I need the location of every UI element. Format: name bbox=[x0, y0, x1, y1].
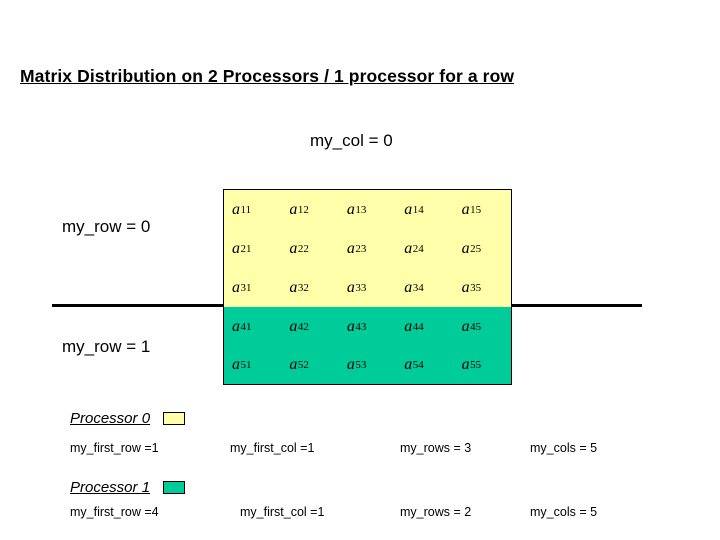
matrix-cell-base: a bbox=[404, 317, 413, 335]
matrix-cell-base: a bbox=[232, 356, 240, 373]
matrix-cell-subscript: 22 bbox=[297, 242, 309, 255]
row-label-processor0: my_row = 0 bbox=[62, 217, 151, 236]
legend-processor-1-label: Processor 1 bbox=[70, 479, 151, 497]
matrix-cell-subscript: 44 bbox=[412, 320, 424, 333]
matrix-cell-base: a bbox=[346, 356, 355, 373]
matrix-cell-base: a bbox=[232, 278, 240, 296]
matrix-cell-base: a bbox=[289, 239, 298, 257]
matrix-cell-base: a bbox=[289, 278, 298, 296]
legend-processor-1-swatch bbox=[163, 481, 185, 494]
legend-processor-0 bbox=[70, 410, 185, 428]
matrix-cell-subscript: 11 bbox=[240, 203, 252, 216]
matrix-cell-subscript: 12 bbox=[297, 203, 309, 216]
matrix-cell-subscript: 55 bbox=[470, 359, 482, 371]
matrix-cell-base: a bbox=[461, 200, 470, 218]
matrix-cell bbox=[454, 307, 511, 346]
matrix-cell-subscript: 14 bbox=[412, 203, 424, 216]
matrix-row bbox=[224, 190, 511, 229]
matrix-cell-base: a bbox=[346, 239, 355, 257]
matrix-cell-subscript: 21 bbox=[240, 242, 252, 255]
matrix-cell bbox=[224, 229, 281, 268]
matrix-cell bbox=[281, 190, 338, 229]
matrix-cell-base: a bbox=[289, 200, 298, 218]
matrix-cell bbox=[281, 229, 338, 268]
matrix-cell bbox=[339, 346, 396, 384]
processor-0-first-col: my_first_col =1 bbox=[230, 441, 315, 455]
matrix-cell-base: a bbox=[232, 239, 240, 257]
matrix-cell-base: a bbox=[346, 200, 355, 218]
matrix-cell-subscript: 34 bbox=[412, 281, 424, 294]
matrix-cell-subscript: 24 bbox=[412, 242, 424, 255]
processor-0-cols: my_cols = 5 bbox=[530, 441, 598, 455]
matrix-row bbox=[224, 307, 511, 346]
matrix-cell bbox=[281, 346, 338, 384]
matrix-grid bbox=[223, 189, 512, 385]
row-label-processor1: my_row = 1 bbox=[62, 337, 151, 356]
matrix-cell bbox=[224, 307, 281, 346]
matrix-cell bbox=[339, 229, 396, 268]
processor-1-first-row: my_first_row =4 bbox=[70, 505, 159, 519]
matrix-cell-subscript: 25 bbox=[470, 242, 482, 255]
matrix-cell bbox=[454, 346, 511, 384]
matrix-cell bbox=[224, 346, 281, 384]
matrix-cell bbox=[396, 229, 453, 268]
matrix-cell-base: a bbox=[346, 278, 355, 296]
matrix-cell-base: a bbox=[289, 356, 298, 373]
matrix-cell-subscript: 13 bbox=[355, 203, 367, 216]
matrix-cell bbox=[281, 307, 338, 346]
matrix-cell-base: a bbox=[404, 200, 413, 218]
processor-1-cols: my_cols = 5 bbox=[530, 505, 598, 519]
matrix-cell-base: a bbox=[289, 317, 298, 335]
matrix-cell-subscript: 32 bbox=[297, 281, 309, 294]
legend-processor-0-swatch bbox=[163, 412, 185, 425]
matrix-cell-base: a bbox=[461, 317, 470, 335]
matrix-cell-subscript: 35 bbox=[470, 281, 482, 294]
column-label: my_col = 0 bbox=[310, 131, 393, 150]
matrix-cell-subscript: 53 bbox=[355, 359, 367, 371]
matrix-row bbox=[224, 268, 511, 307]
matrix-cell-base: a bbox=[404, 278, 413, 296]
matrix-cell-base: a bbox=[461, 278, 470, 296]
processor-0-rows: my_rows = 3 bbox=[400, 441, 472, 455]
matrix-cell-subscript: 23 bbox=[355, 242, 367, 255]
matrix-cell-base: a bbox=[404, 239, 413, 257]
processor-1-rows: my_rows = 2 bbox=[400, 505, 472, 519]
matrix-cell bbox=[396, 190, 453, 229]
matrix-cell-base: a bbox=[461, 239, 470, 257]
legend-processor-1 bbox=[70, 479, 185, 497]
matrix-cell-subscript: 31 bbox=[240, 281, 252, 294]
matrix-cell-subscript: 54 bbox=[412, 359, 424, 371]
matrix-cell bbox=[396, 307, 453, 346]
matrix-row bbox=[224, 346, 511, 384]
matrix-cell-subscript: 41 bbox=[240, 320, 252, 333]
matrix-cell-subscript: 43 bbox=[355, 320, 367, 333]
matrix-cell bbox=[396, 346, 453, 384]
matrix-cell-subscript: 33 bbox=[355, 281, 367, 294]
matrix-cell bbox=[454, 268, 511, 307]
matrix-cell-base: a bbox=[404, 356, 413, 373]
page-title: Matrix Distribution on 2 Processors / 1 processor for a row bbox=[20, 66, 515, 86]
matrix-cell bbox=[396, 268, 453, 307]
matrix-cell bbox=[454, 229, 511, 268]
matrix-cell-subscript: 51 bbox=[240, 359, 252, 371]
matrix-cell bbox=[339, 307, 396, 346]
matrix-cell-base: a bbox=[461, 356, 470, 373]
processor-1-first-col: my_first_col =1 bbox=[240, 505, 325, 519]
legend-processor-0-label: Processor 0 bbox=[70, 410, 151, 428]
matrix-cell-subscript: 52 bbox=[297, 359, 309, 371]
matrix-cell bbox=[281, 268, 338, 307]
matrix-cell-base: a bbox=[346, 317, 355, 335]
matrix-cell-subscript: 42 bbox=[297, 320, 309, 333]
matrix-cell-subscript: 15 bbox=[470, 203, 482, 216]
matrix-cell bbox=[224, 190, 281, 229]
matrix-cell bbox=[454, 190, 511, 229]
matrix-cell-base: a bbox=[232, 200, 240, 218]
matrix-row bbox=[224, 229, 511, 268]
matrix-cell-subscript: 45 bbox=[470, 320, 482, 333]
matrix-cell-base: a bbox=[232, 317, 240, 335]
processor-0-first-row: my_first_row =1 bbox=[70, 441, 159, 455]
matrix-cell bbox=[339, 268, 396, 307]
matrix-cell bbox=[339, 190, 396, 229]
matrix-cell bbox=[224, 268, 281, 307]
